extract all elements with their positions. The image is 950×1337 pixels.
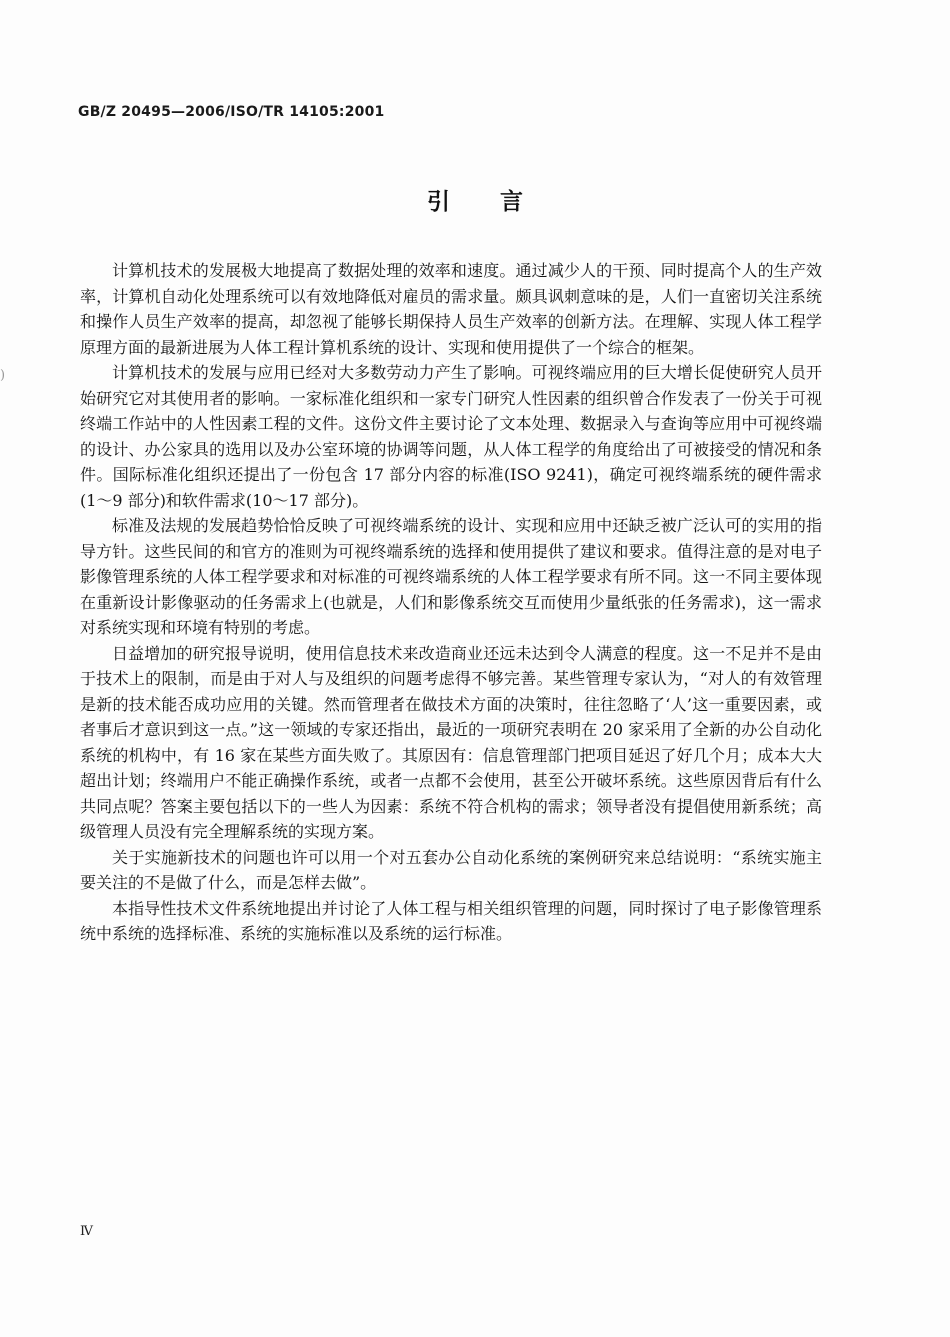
body-text (80, 258, 822, 947)
paragraph-4: 日益增加的研究报导说明，使用信息技术来改造商业还远未达到令人满意的程度。这一不足并不是由于技术上的限制，而是由于对人与及组织的问题考虑得不够完善。某些管理专家认为，“对人的有效管理是新的技术能否成功应用的关键。然而管理者在做技术方面的决策时，往往忽略了‘人’这一重要因素，或者事后才意识到这一点。”这一领域的专家还指出，最近的一项研究表明在 20 家采用了全新的办公自动化系统的机构中，有 16 家在某些方面失败了。其原因有：信息管理部门把项目延迟了好几个月；成本大大超出计划；终端用户不能正确操作系统，或者一点都不会使用，甚至公开破坏系统。这些原因背后有什么共同点呢？答案主要包括以下的一些人为因素：系统不符合机构的需求；领导者没有提倡使用新系统；高级管理人员没有完全理解系统的实现方案。 (80, 643, 822, 841)
paragraph-2: 计算机技术的发展与应用已经对大多数劳动力产生了影响。可视终端应用的巨大增长促使研究人员开始研究它对其使用者的影响。一家标准化组织和一家专门研究人性因素的组织曾合作发表了一份关于可视终端工作站中的人性因素工程的文件。这份文件主要讨论了文本处理、数据录入与查询等应用中可视终端的设计、办公家具的选用以及办公室环境的协调等问题，从人体工程学的角度给出了可被接受的情况和条件。国际标准化组织还提出了一份包含 17 部分内容的标准(ISO 9241)，确定可视终端系统的硬件需求(1～9 部分)和软件需求(10～17 部分)。 (80, 363, 822, 510)
page-title: 引言 (427, 189, 573, 215)
paragraph-1: 计算机技术的发展极大地提高了数据处理的效率和速度。通过减少人的干预、同时提高个人的生产效率，计算机自动化处理系统可以有效地降低对雇员的需求量。颇具讽刺意味的是，人们一直密切关注系统和操作人员生产效率的提高，却忽视了能够长期保持人员生产效率的创新方法。在理解、实现人体工程学原理方面的最新进展为人体工程计算机系统的设计、实现和使用提供了一个综合的框架。 (80, 261, 822, 357)
standard-number: GB/Z 20495—2006/ISO/TR 14105:2001 (78, 104, 385, 120)
paragraph-6: 本指导性技术文件系统地提出并讨论了人体工程与相关组织管理的问题，同时探讨了电子影像管理系统中系统的选择标准、系统的实施标准以及系统的运行标准。 (80, 898, 822, 943)
paragraph-5: 关于实施新技术的问题也许可以用一个对五套办公自动化系统的案例研究来总结说明：“系统实施主要关注的不是做了什么，而是怎样去做”。 (80, 847, 822, 892)
scan-margin-mark: ) (0, 368, 6, 383)
paragraph-3: 标准及法规的发展趋势恰恰反映了可视终端系统的设计、实现和应用中还缺乏被广泛认可的实用的指导方针。这些民间的和官方的准则为可视终端系统的选择和使用提供了建议和要求。值得注意的是对电子影像管理系统的人体工程学要求和对标准的可视终端系统的人体工程学要求有所不同。这一不同主要体现在重新设计影像驱动的任务需求上(也就是，人们和影像系统交互而使用少量纸张的任务需求)，这一需求对系统实现和环境有特别的考虑。 (80, 516, 822, 637)
page-number: Ⅳ (80, 1224, 93, 1239)
